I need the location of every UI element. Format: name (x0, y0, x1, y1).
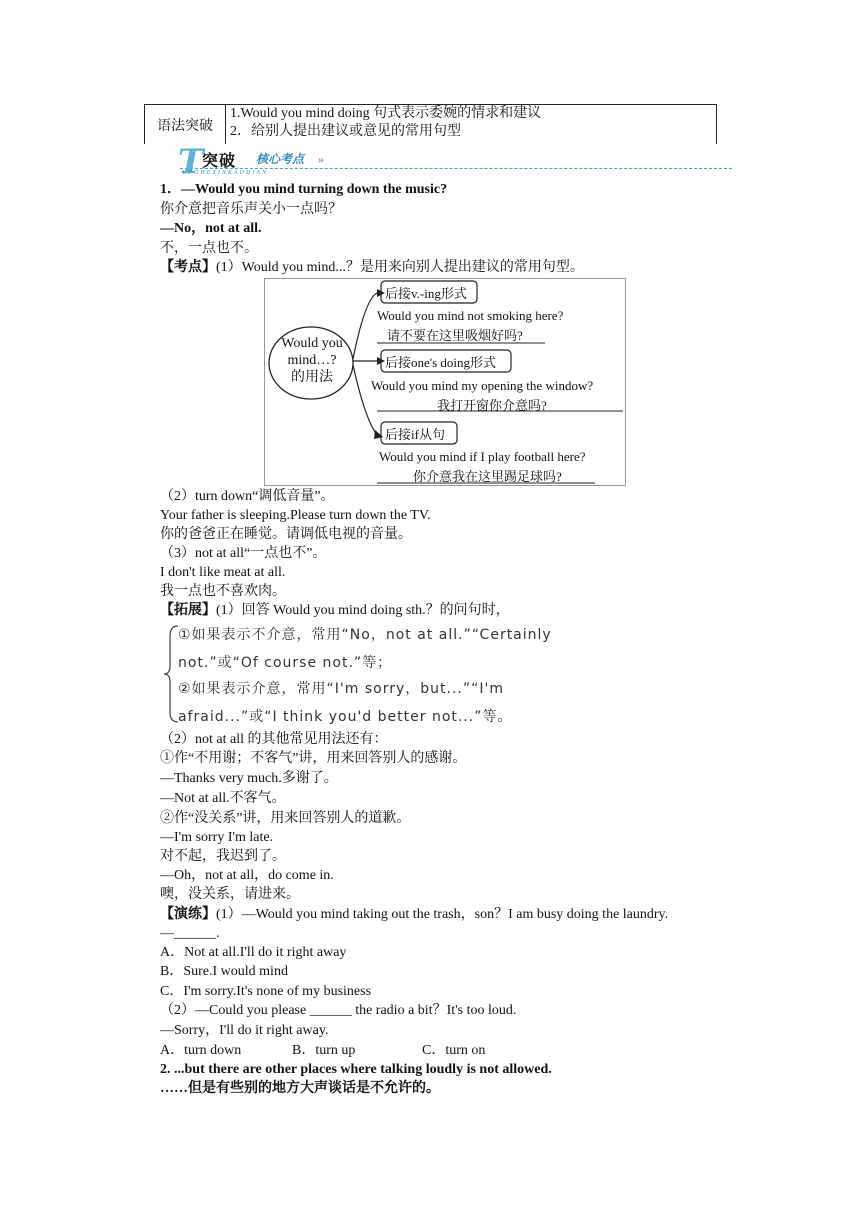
header-table (144, 104, 717, 144)
yanlian-question-1: (1）—Would you mind taking out the trash，son？I am busy doing the laundry. (216, 907, 669, 922)
box-2-label: 后接one's doing形式 (385, 355, 497, 370)
yanlian-line (160, 906, 668, 924)
question-2-option-a: A．turn down (160, 1043, 242, 1058)
center-line-1: Would you (281, 336, 343, 351)
box-3-label: 后接if从句 (385, 427, 445, 442)
usage-mindmap (264, 278, 626, 486)
header-line-2: 2．给别人提出建议或意见的常用句型 (230, 124, 461, 139)
expand-rule-1b: not.”或“Of course not.”等； (178, 655, 393, 671)
center-label (279, 335, 345, 386)
banner-title: 突破 (202, 153, 237, 170)
example-1: Would you mind not smoking here? (377, 308, 564, 323)
apology-reply-translation: 噢，没关系，请进来。 (160, 887, 300, 902)
other-usage-heading: （2）not at all 的其他常见用法还有： (160, 732, 388, 747)
thanks-reply: —Not at all.不客气。 (160, 791, 286, 806)
item-2-translation: ……但是有些别的地方大声谈话是不允许的。 (160, 1081, 440, 1096)
item-2-sentence: 2. ...but there are other places where talking loudly is not allowed. (160, 1062, 552, 1077)
apology-translation: 对不起，我迟到了。 (160, 849, 286, 864)
branch-top (353, 293, 377, 359)
not-at-all-example: I don't like meat at all. (160, 565, 286, 580)
question-2: （2）—Could you please ______ the radio a bit？It's too loud. (160, 1003, 517, 1018)
question-1-option-c: C．I'm sorry.It's none of my business (160, 984, 372, 999)
question-2-reply: —Sorry，I'll do it right away. (160, 1023, 329, 1038)
translation-2: 我打开窗你介意吗? (437, 398, 547, 413)
item-1-question: 1．—Would you mind turning down the music? (160, 182, 448, 197)
usage-apology: ②作“没关系”讲，用来回答别人的道歉。 (160, 811, 411, 826)
not-at-all-translation: 我一点也不喜欢肉。 (160, 584, 286, 599)
question-1-option-a: A．Not at all.I'll do it right away (160, 945, 347, 960)
tuozhan-line (160, 602, 510, 620)
question-1-option-b: B．Sure.I would mind (160, 964, 288, 979)
kaodian-tag: 【考点】 (160, 260, 216, 275)
kaodian-text: (1）Would you mind...？是用来向别人提出建议的常用句型。 (216, 260, 584, 275)
banner-subtitle: 核心考点 (256, 152, 305, 166)
tuozhan-text: (1）回答 Would you mind doing sth.？的问句时， (216, 603, 510, 618)
thanks-example: —Thanks very much.多谢了。 (160, 771, 338, 786)
section-banner (160, 142, 732, 182)
translation-3: 你介意我在这里踢足球吗? (413, 469, 562, 484)
question-2-option-c: C．turn on (422, 1043, 486, 1058)
turn-down-example: Your father is sleeping.Please turn down the TV. (160, 508, 431, 523)
usage-thanks: ①作“不用谢；不客气”讲，用来回答别人的感谢。 (160, 751, 467, 766)
center-line-2: mind…? (287, 353, 337, 368)
question-1-blank: —______. (160, 926, 220, 941)
double-arrow-icon: » (318, 152, 324, 166)
item-1-answer-translation: 不，一点也不。 (160, 241, 258, 256)
banner-logo-icon: T (178, 142, 204, 182)
example-3: Would you mind if I play football here? (379, 449, 586, 464)
apology-example: —I'm sorry I'm late. (160, 830, 274, 845)
turn-down-translation: 你的爸爸正在睡觉。请调低电视的音量。 (160, 527, 412, 542)
expand-rule-2b: afraid...”或“I think you'd better not...”等。 (178, 709, 513, 725)
kaodian-line (160, 259, 584, 277)
header-category: 语法突破 (145, 105, 226, 144)
question-2-option-b: B．turn up (292, 1043, 356, 1058)
expand-rule-2a: ②如果表示介意，常用“I'm sorry，but...”“I'm (178, 681, 504, 697)
tuozhan-tag: 【拓展】 (160, 603, 216, 618)
center-line-3: 的用法 (291, 370, 333, 385)
yanlian-tag: 【演练】 (160, 907, 216, 922)
not-at-all-heading: （3）not at all“一点也不”。 (160, 546, 327, 561)
box-1-label: 后接v.-ing形式 (385, 286, 467, 301)
item-1-translation: 你介意把音乐声关小一点吗？ (160, 202, 342, 217)
item-1-answer: —No，not at all. (160, 221, 262, 236)
turn-down-heading: （2）turn down“调低音量”。 (160, 489, 335, 504)
expand-rule-1a: ①如果表示不介意，常用“No，not at all.”“Certainly (178, 627, 552, 643)
translation-1: 请不要在这里吸烟好吗? (387, 328, 523, 343)
apology-reply: —Oh，not at all，do come in. (160, 868, 334, 883)
arrow-head-bottom (374, 430, 383, 439)
header-content (226, 105, 716, 144)
branch-bottom (353, 365, 377, 435)
example-2: Would you mind my opening the window? (371, 378, 594, 393)
banner-divider (180, 168, 732, 169)
banner-pinyin: UPOHEXINKAODIAN (182, 170, 268, 176)
header-line-1: 1.Would you mind doing 句式表示委婉的情求和建议 (230, 106, 542, 121)
expand-brace-block (160, 622, 600, 726)
